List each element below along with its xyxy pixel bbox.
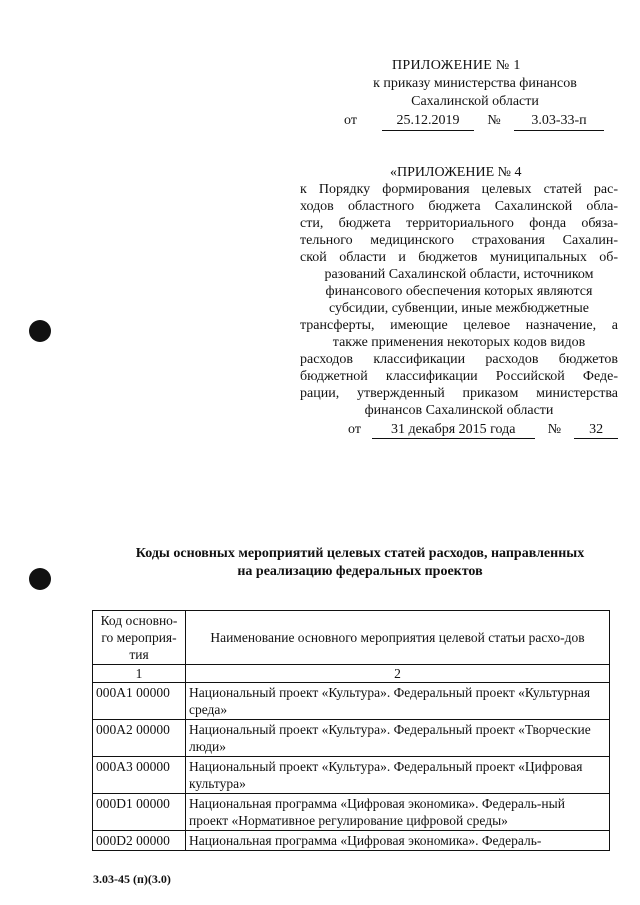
row-code: 000A2 00000 xyxy=(93,720,186,757)
punch-hole-top xyxy=(29,320,51,342)
appendix-4-line: сти, бюджета территориального фонда обяза- xyxy=(300,216,618,231)
footer-code: 3.03-45 (п)(3.0) xyxy=(93,872,171,886)
table-row xyxy=(93,794,610,831)
appendix-1-line1: к приказу министерства финансов xyxy=(373,76,577,91)
appendix-4-line: финансов Сахалинской области xyxy=(364,403,554,418)
table-row xyxy=(93,831,610,851)
appendix-4-line: разований Сахалинской области, источником xyxy=(324,267,594,282)
table-header-row xyxy=(93,611,610,665)
appendix-4-line: ходов областного бюджета Сахалинской обла- xyxy=(300,199,618,214)
table-number-row xyxy=(93,665,610,683)
column-number-1: 1 xyxy=(93,665,186,683)
row-code: 000D2 00000 xyxy=(93,831,186,851)
appendix-4-line: бюджетной классификации Российской Феде- xyxy=(300,369,618,384)
row-code: 000D1 00000 xyxy=(93,794,186,831)
appendix-4-block xyxy=(300,164,618,439)
heading-line1: Коды основных мероприятий целевых статей расходов, направленных xyxy=(135,546,585,561)
appendix-1-date: 25.12.2019 xyxy=(382,112,474,131)
appendix-4-sign-line xyxy=(300,421,618,439)
row-code: 000A1 00000 xyxy=(93,683,186,720)
appendix-4-line: рации, утвержденный приказом министерства xyxy=(300,386,618,401)
appendix-4-line: субсидии, субвенции, иные межбюджетные xyxy=(328,301,590,316)
appendix-4-line: расходов классификации расходов бюджетов xyxy=(300,352,618,367)
row-name: Национальная программа «Цифровая экономика». Федераль- xyxy=(186,831,610,851)
heading-line2: на реализацию федеральных проектов xyxy=(237,564,483,579)
row-name: Национальная программа «Цифровая экономика». Федераль-ный проект «Нормативное регулирование цифровой среды» xyxy=(186,794,610,831)
appendix-4-num-prefix: № xyxy=(547,422,562,437)
appendix-4-line: также применения некоторых кодов видов xyxy=(332,335,586,350)
row-name: Национальный проект «Культура». Федеральный проект «Творческие люди» xyxy=(186,720,610,757)
appendix-1-number: 3.03-33-п xyxy=(514,112,604,131)
appendix-4-number: 32 xyxy=(574,421,618,439)
row-name: Национальный проект «Культура». Федеральный проект «Цифровая культура» xyxy=(186,757,610,794)
appendix-1-line2: Сахалинской области xyxy=(411,94,539,109)
appendix-4-title: «ПРИЛОЖЕНИЕ № 4 xyxy=(390,165,522,180)
appendix-1-num-prefix: № xyxy=(487,113,501,128)
table-row xyxy=(93,720,610,757)
appendix-1-title: ПРИЛОЖЕНИЕ № 1 xyxy=(392,58,521,73)
header-code: Код основно-го мероприя-тия xyxy=(93,611,186,665)
column-number-2: 2 xyxy=(186,665,610,683)
appendix-4-date-prefix: от xyxy=(348,422,361,437)
appendix-1-date-prefix: от xyxy=(344,113,357,128)
appendix-4-line: финансового обеспечения которых являются xyxy=(325,284,593,299)
appendix-4-date: 31 декабря 2015 года xyxy=(372,421,535,439)
appendix-1-sign-line xyxy=(330,112,620,131)
punch-hole-bottom xyxy=(29,568,51,590)
table-row xyxy=(93,683,610,720)
appendix-4-body xyxy=(300,181,618,419)
table-heading xyxy=(95,545,625,581)
appendix-4-line: к Порядку формирования целевых статей рас- xyxy=(300,182,618,197)
appendix-4-line: ской области и бюджетов муниципальных об- xyxy=(300,250,618,265)
table-row xyxy=(93,757,610,794)
row-code: 000A3 00000 xyxy=(93,757,186,794)
appendix-1-block xyxy=(330,57,620,131)
row-name: Национальный проект «Культура». Федеральный проект «Культурная среда» xyxy=(186,683,610,720)
header-name: Наименование основного мероприятия целевой статьи расхо-дов xyxy=(186,611,610,665)
appendix-4-line: трансферты, имеющие целевое назначение, а xyxy=(300,318,618,333)
appendix-4-line: тельного медицинского страхования Сахалин- xyxy=(300,233,618,248)
codes-table xyxy=(92,610,610,851)
